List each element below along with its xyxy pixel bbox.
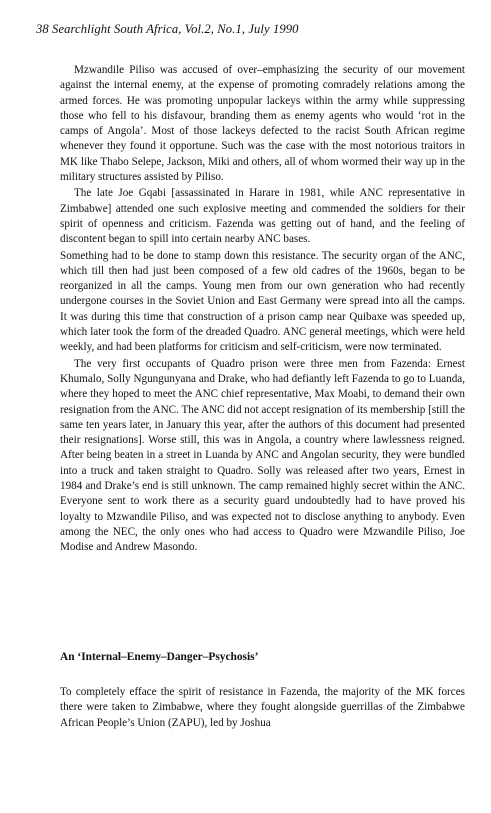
paragraph-zimbabwe: To completely efface the spirit of resistance in Fazenda, the majority of the MK forces there were taken to Zimbabwe, where they fought alongside guerrillas of the Zimbabwe African People’s Union (ZAPU), led by Joshua <box>60 686 465 729</box>
paragraph-quadro-prison: The very first occupants of Quadro prison were three men from Fazenda: Ernest Khumalo, Solly Ngungunyana and Drake, who had defiantly left Fazenda to go to Luanda, where they hoped to meet the ANC chief representative, Max Moabi, to demand their own resignation from the ANC. The ANC did not accept resignation of its membership [still the same ten years later, in January this year, after the authors of this document had presented their resignations]. Worse still, this was in Angola, a country where lawlessness reigned. After being beaten in a street in Luanda by ANC and Angolan security, they were bundled into a truck and taken straight to Quadro. Solly was released after two years, Ernest in 1984 and Drake’s end is still unknown. The camp remained highly secret within the ANC. Everyone sent to work there as a security guard undoubtedly had to have proved his loyalty to Mzwandile Piliso, and was expected not to disclose anything to anybody. Even among the NEC, the only ones who had access to Quadro were Mzwandile Piliso, Joe Modise and Andrew Masondo. <box>60 357 465 554</box>
paragraph-gqabi: The late Joe Gqabi [assassinated in Harare in 1981, while ANC representative in Zimbabwe] attended one such explosive meeting and commended the soldiers for their spirit of openness and criticism. Fazenda was getting out of hand, and the feeling of discontent began to spill into certain nearby ANC bases. <box>60 187 465 246</box>
body-text <box>60 63 465 557</box>
paragraph-security-organ: Something had to be done to stamp down this resistance. The security organ of the ANC, which till then had just been composed of a few old cadres of the 1960s, began to be reorganized in all the camps. Young men from our own generation who had recently undergone courses in the Soviet Union and East Germany were spread into all the camps. It was during this time that construction of a prison camp near Quibaxe was speeded up, which later took the form of the dreaded Quadro. ANC general meetings, which were held weekly, and had been platforms for criticism and self-criticism, were now terminated. <box>60 249 465 354</box>
section-heading: An ‘Internal–Enemy–Danger–Psychosis’ <box>60 651 259 663</box>
paragraph-piliso: Mzwandile Piliso was accused of over–emphasizing the security of our movement against the internal enemy, at the expense of promoting comradely relations among the armed forces. He was promoting unpopular lackeys within the army while suppressing those who fell to his disfavour, branding them as enemy agents who would ‘rot in the camps of Angola’. Most of those lackeys defected to the racist South African regime whenever they found it opportune. Such was the case with the most notorious traitors in MK like Thabo Selepe, Jackson, Miki and others, all of whom wormed their way up in the military structures assisted by Piliso. <box>60 64 465 184</box>
running-head: 38 Searchlight South Africa, Vol.2, No.1, July 1990 <box>36 22 299 36</box>
section-body <box>60 685 465 731</box>
